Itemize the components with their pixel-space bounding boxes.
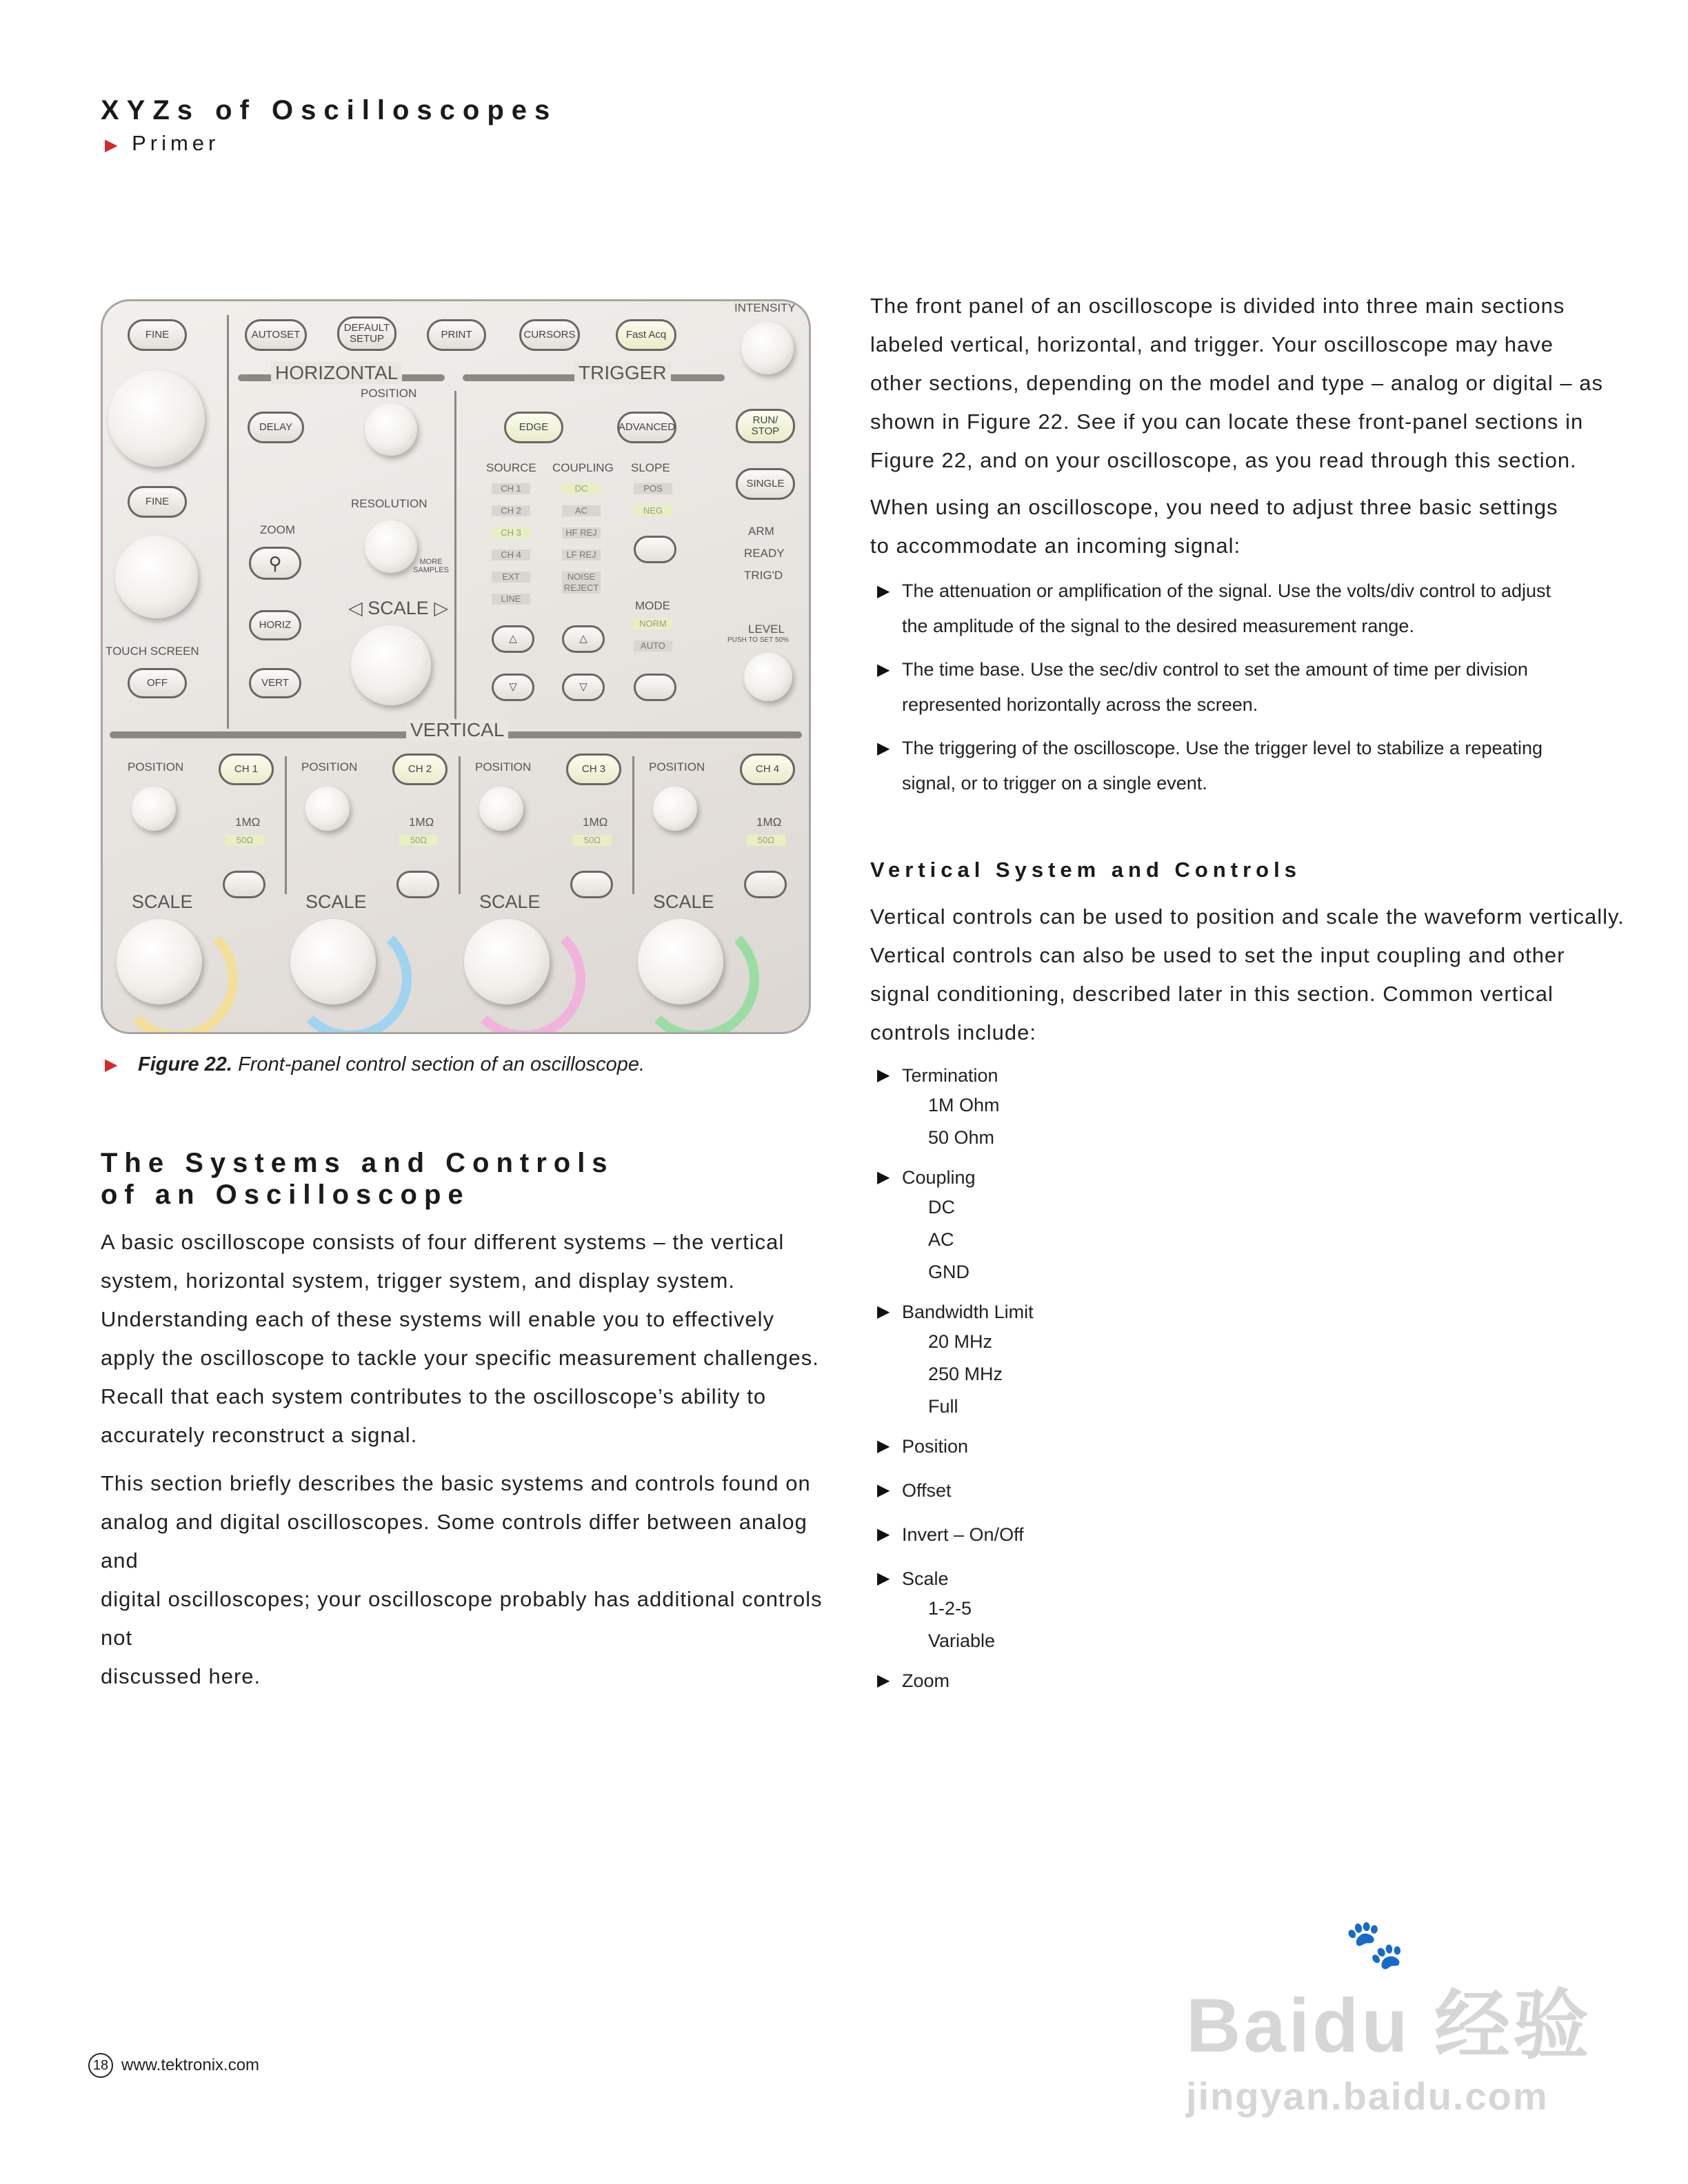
mode-label: MODE	[635, 599, 670, 612]
page-number: 18	[88, 2053, 113, 2078]
zoom-label: ZOOM	[260, 523, 295, 536]
ch1-impedance-1m: 1MΩ	[235, 816, 261, 829]
edge-button: EDGE	[504, 412, 563, 443]
ch3-menu-button	[570, 871, 613, 898]
caption-text: Front-panel control section of an oscilloscope.	[238, 1053, 645, 1075]
coupling-label: COUPLING	[552, 461, 614, 474]
ch2-scale-label: SCALE	[305, 891, 367, 912]
triangle-bullet-icon: ▶	[877, 1168, 890, 1186]
watermark-line2: jingyan.baidu.com	[1186, 2074, 1549, 2118]
slope-label: SLOPE	[631, 461, 670, 474]
list-item: ▶ Zoom	[870, 1667, 1491, 1695]
vertical-section-title: VERTICAL	[406, 719, 508, 741]
horizontal-scale-label: ◁ SCALE ▷	[348, 598, 449, 618]
mode-auto: AUTO	[634, 640, 672, 651]
level-label: LEVEL	[748, 623, 785, 636]
list-item: ▶ Invert – On/Off	[870, 1521, 1491, 1548]
divider	[632, 756, 634, 894]
vertical-section-heading: Vertical System and Controls	[870, 858, 1301, 882]
slope-button	[634, 536, 676, 563]
triangle-bullet-icon: ▶	[877, 1525, 890, 1544]
source-label: SOURCE	[486, 461, 536, 474]
vert-button: VERT	[249, 668, 301, 698]
fast-acq-button: Fast Acq	[616, 319, 676, 351]
ch1-position-knob	[132, 787, 176, 831]
basic-settings-list	[870, 574, 1649, 801]
ch2-impedance-1m: 1MΩ	[409, 816, 434, 829]
vertical-controls-list	[870, 1062, 1491, 1695]
figure-caption	[105, 1053, 645, 1076]
triangle-bullet-icon: ▶	[877, 739, 890, 758]
coupling-down-button	[562, 674, 605, 701]
run-stop-button: RUN/ STOP	[736, 409, 795, 443]
autoset-button: AUTOSET	[245, 319, 307, 351]
print-button: PRINT	[427, 319, 486, 351]
source-ch1: CH 1	[492, 483, 530, 494]
resolution-label: RESOLUTION	[351, 497, 428, 510]
default-setup-button: DEFAULT SETUP	[337, 316, 396, 351]
list-item: ▶ Offset	[870, 1477, 1491, 1504]
ch1-menu-button	[223, 871, 265, 898]
list-item: ▶ The time base. Use the sec/div control to set the amount of time per division represented horizontally across the screen.	[870, 652, 1649, 722]
zoom-magnifier-button	[249, 547, 301, 580]
list-item: ▶ Bandwidth Limit 20 MHz 250 MHz Full	[870, 1298, 1491, 1423]
ch4-position-knob	[653, 787, 697, 831]
fine-button: FINE	[128, 319, 187, 351]
status-ready: READY	[744, 547, 785, 560]
triangle-down-icon: ▽	[509, 681, 517, 693]
touch-screen-label: TOUCH SCREEN	[106, 645, 199, 658]
ch2-scale-knob	[290, 919, 376, 1004]
list-item: ▶ The triggering of the oscilloscope. Use the trigger level to stabilize a repeating signal, or to trigger on a single event.	[870, 731, 1649, 801]
ch2-impedance-50: 50Ω	[399, 835, 438, 846]
list-item: ▶ Coupling DC AC GND	[870, 1164, 1491, 1288]
fine-button-2: FINE	[128, 486, 187, 518]
right-paragraph-2: When using an oscilloscope, you need to adjust three basic settings to accommodate an incoming signal:	[870, 495, 1558, 558]
ch3-scale-knob	[464, 919, 550, 1004]
magnifier-icon: ⚲	[268, 553, 282, 574]
divider	[459, 756, 461, 894]
left-paragraph-1: A basic oscilloscope consists of four different systems – the vertical system, horizontal system, trigger system, and display system. Understanding each of these systems will enable you to effectively apply the oscilloscope to tackle your specific measurement challenges. Recall that each system contributes to the oscilloscope’s ability to accurately reconstruct a signal.	[101, 1230, 819, 1447]
footer-url: www.tektronix.com	[121, 2056, 260, 2074]
triangle-bullet-icon: ▶	[877, 1437, 890, 1455]
triangle-down-icon: ▽	[579, 681, 587, 693]
divider	[454, 391, 456, 729]
source-ch2: CH 2	[492, 505, 530, 516]
document-subtitle	[105, 131, 219, 156]
divider	[227, 315, 229, 729]
position-label: POSITION	[361, 387, 417, 400]
ch1-impedance-50: 50Ω	[225, 835, 264, 846]
cursors-button: CURSORS	[519, 319, 580, 351]
horizontal-section-title: HORIZONTAL	[271, 362, 402, 384]
touch-screen-off-button: OFF	[128, 668, 187, 698]
source-line: LINE	[492, 594, 530, 605]
horizontal-position-knob	[365, 403, 417, 456]
ch2-position-knob	[305, 787, 350, 831]
coupling-ac: AC	[562, 505, 601, 516]
ch3-position-label: POSITION	[475, 760, 532, 774]
ch3-button: CH 3	[566, 754, 621, 785]
triangle-bullet-icon: ▶	[877, 582, 890, 600]
status-arm: ARM	[748, 525, 774, 538]
ch2-button: CH 2	[392, 754, 448, 785]
caption-label: Figure 22.	[138, 1053, 232, 1075]
ch4-menu-button	[744, 871, 787, 898]
ch1-scale-knob	[117, 919, 202, 1004]
intensity-knob	[741, 322, 794, 374]
document-title: XYZs of Oscilloscopes	[101, 95, 558, 125]
list-item: ▶ Scale 1-2-5 Variable	[870, 1565, 1491, 1657]
slope-pos: POS	[634, 483, 672, 494]
coupling-up-button	[562, 625, 605, 653]
trigger-level-knob	[744, 653, 792, 701]
coupling-noise-reject: NOISE REJECT	[562, 572, 601, 594]
list-item: ▶ Termination 1M Ohm 50 Ohm	[870, 1062, 1491, 1154]
intensity-label: INTENSITY	[734, 301, 796, 314]
ch3-impedance-50: 50Ω	[573, 835, 612, 846]
triangle-bullet-icon: ▶	[877, 1302, 890, 1321]
front-panel-figure	[101, 299, 811, 1034]
multipurpose-knob	[115, 536, 198, 618]
subtitle-text: Primer	[132, 131, 220, 155]
horiz-button: HORIZ	[249, 610, 301, 640]
ch4-scale-label: SCALE	[653, 891, 714, 912]
ch2-position-label: POSITION	[301, 760, 358, 774]
list-item: ▶ The attenuation or amplification of the signal. Use the volts/div control to adjust the amplitude of the signal to the desired measurement range.	[870, 574, 1649, 644]
ch1-button: CH 1	[219, 754, 274, 785]
coupling-hf-rej: HF REJ	[562, 527, 601, 538]
triangle-bullet-icon: ▶	[105, 136, 122, 154]
watermark-line1: Baidu 经验	[1186, 1983, 1592, 2068]
mode-button	[634, 674, 676, 701]
ch3-impedance-1m: 1MΩ	[583, 816, 608, 829]
single-button: SINGLE	[736, 468, 795, 500]
level-sublabel: PUSH TO SET 50%	[727, 636, 789, 644]
ch1-scale-label: SCALE	[132, 891, 193, 912]
triangle-bullet-icon: ▶	[877, 1569, 890, 1588]
left-paragraph-2: This section briefly describes the basic systems and controls found on analog and digital oscilloscopes. Some controls differ between analog and digital oscilloscopes; your oscilloscope probably has additional controls not discussed here.	[101, 1471, 823, 1688]
triangle-up-icon: △	[579, 633, 587, 645]
triangle-bullet-icon: ▶	[877, 1481, 890, 1499]
paw-logo-icon: 🐾	[1345, 1917, 1405, 1971]
footer	[88, 2053, 259, 2078]
triangle-bullet-icon: ▶	[877, 660, 890, 679]
ch2-menu-button	[396, 871, 439, 898]
triangle-up-icon: △	[509, 633, 517, 645]
ch1-position-label: POSITION	[128, 760, 184, 774]
watermark	[1186, 1917, 1614, 2119]
source-ch4: CH 4	[492, 549, 530, 560]
right-paragraph-1: The front panel of an oscilloscope is divided into three main sections labeled vertical, horizontal, and trigger. Your oscilloscope may have other sections, depending on the model and type – analog or digital – as shown in Figure 22. See if you can locate these front-panel sections in Figure 22, and on your oscilloscope, as you read through this section.	[870, 294, 1603, 472]
triangle-bullet-icon: ▶	[877, 1066, 890, 1084]
ch3-position-knob	[479, 787, 523, 831]
coupling-dc: DC	[562, 483, 601, 494]
mode-norm: NORM	[634, 618, 672, 629]
triangle-bullet-icon: ▶	[877, 1671, 890, 1690]
more-samples-label: MORE SAMPLES	[413, 558, 449, 574]
delay-button: DELAY	[248, 412, 304, 443]
section-heading: The Systems and Controls of an Oscilloscope	[101, 1148, 614, 1210]
source-up-button	[492, 625, 534, 653]
status-trigd: TRIG'D	[744, 569, 783, 582]
list-item: ▶ Position	[870, 1433, 1491, 1460]
advanced-button: ADVANCED	[617, 412, 676, 443]
ch4-button: CH 4	[740, 754, 795, 785]
horizontal-scale-knob	[108, 370, 205, 467]
horizontal-scale-knob-main	[351, 625, 431, 705]
ch4-impedance-1m: 1MΩ	[756, 816, 782, 829]
trigger-section-title: TRIGGER	[574, 362, 671, 384]
source-down-button	[492, 674, 534, 701]
ch4-position-label: POSITION	[649, 760, 705, 774]
right-paragraph-3: Vertical controls can be used to position and scale the waveform vertically. Vertical controls can also be used to set the input coupling and other signal conditioning, described later in this section. Common vertical controls include:	[870, 904, 1625, 1044]
source-ext: EXT	[492, 572, 530, 583]
coupling-lf-rej: LF REJ	[562, 549, 601, 560]
resolution-knob	[365, 520, 417, 573]
ch3-scale-label: SCALE	[479, 891, 541, 912]
ch4-impedance-50: 50Ω	[747, 835, 785, 846]
triangle-bullet-icon: ▶	[105, 1055, 118, 1074]
divider	[285, 756, 287, 894]
source-ch3: CH 3	[492, 527, 530, 538]
slope-neg: NEG	[634, 505, 672, 516]
ch4-scale-knob	[638, 919, 723, 1004]
